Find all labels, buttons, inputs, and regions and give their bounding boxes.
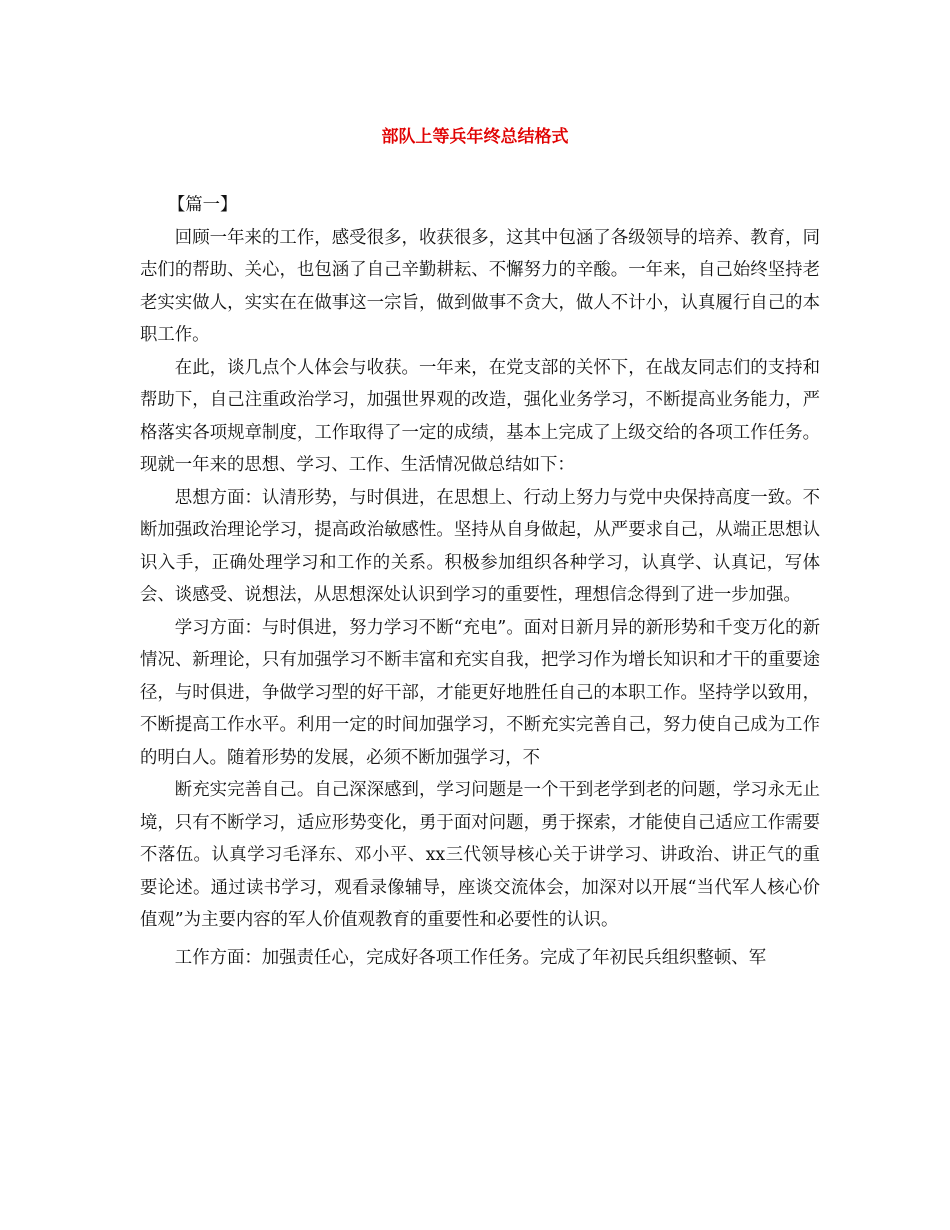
paragraph-intro: 回顾一年来的工作，感受很多，收获很多，这其中包涵了各级领导的培养、教育，同志们的帮助、关心，也包涵了自己辛勤耕耘、不懈努力的辛酸。一年来，自己始终坚持老老实实做人，实实在在做事这一宗旨，做到做事不贪大，做人不计小，认真履行自己的本职工作。 [140,227,820,345]
section-label: 【篇一】 [167,195,238,215]
paragraph-study: 学习方面：与时俱进，努力学习不断“充电”。面对日新月异的新形势和千变万化的新情况、新理论，只有加强学习不断丰富和充实自我，把学习作为增长知识和才干的重要途径，与时俱进，争做学习型的好干部，才能更好地胜任自己的本职工作。坚持学以致用，不断提高工作水平。利用一定的时间加强学习，不断充实完善自己，努力使自己成为工作的明白人。随着形势的发展，必须不断加强学习，不 [140,617,820,768]
paragraph-thought: 思想方面：认清形势，与时俱进，在思想上、行动上努力与党中央保持高度一致。不断加强政治理论学习，提高政治敏感性。坚持从自身做起，从严要求自己，从端正思想认识入手，正确处理学习和工作的关系。积极参加组织各种学习，认真学、认真记，写体会、谈感受、说想法，从思想深处认识到学习的重要性，理想信念得到了进一步加强。 [140,487,820,605]
paragraph-study-continued: 断充实完善自己。自己深深感到，学习问题是一个干到老学到老的问题，学习永无止境，只有不断学习，适应形势变化，勇于面对问题，勇于探索，才能使自己适应工作需要不落伍。认真学习毛泽东、邓小平、xx三代领导核心关于讲学习、讲政治、讲正气的重要论述。通过读书学习，观看录像辅导，座谈交流体会，加深对以开展“当代军人核心价值观”为主要内容的军人价值观教育的重要性和必要性的认识。 [140,780,820,930]
document-title: 部队上等兵年终总结格式 [381,127,569,147]
document-body [140,189,820,974]
paragraph-work: 工作方面：加强责任心，完成好各项工作任务。完成了年初民兵组织整顿、军 [174,947,767,968]
paragraph-summary: 在此，谈几点个人体会与收获。一年来，在党支部的关怀下，在战友同志们的支持和帮助下，自己注重政治学习，加强世界观的改造，强化业务学习，不断提高业务能力，严格落实各项规章制度，工作取得了一定的成绩，基本上完成了上级交给的各项工作任务。现就一年来的思想、学习、工作、生活情况做总结如下： [140,357,820,475]
